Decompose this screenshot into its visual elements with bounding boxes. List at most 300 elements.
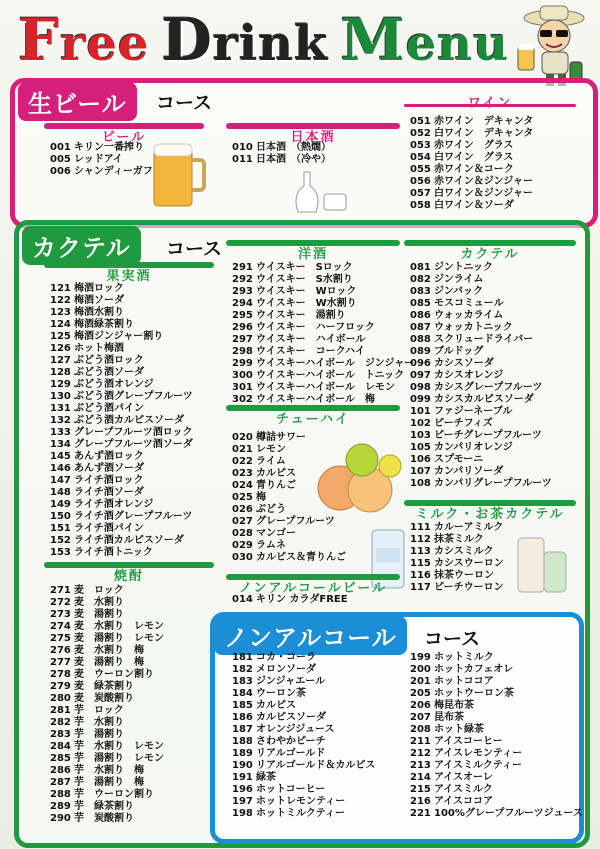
item-name: 梅酒ロック <box>74 283 124 294</box>
item-number: 215 <box>410 784 431 795</box>
item-name: 白ワイン グラス <box>434 152 514 163</box>
menu-item <box>50 729 164 741</box>
item-name: カルピス <box>256 468 296 479</box>
item-number: 280 <box>50 693 71 704</box>
item-name: ぶどう酒ソーダ <box>74 367 144 378</box>
item-name: カシスオレンジ <box>434 370 504 381</box>
item-number: 213 <box>410 760 431 771</box>
item-name: キリン一番搾り <box>74 142 144 153</box>
item-name: 梅 <box>256 492 266 503</box>
item-number: 081 <box>410 262 431 273</box>
item-name: ホットミルクティー <box>256 808 345 819</box>
item-name: ファジーネーブル <box>434 406 513 417</box>
menu-item <box>410 676 583 688</box>
item-number: 027 <box>232 516 253 527</box>
item-number: 207 <box>410 712 431 723</box>
menu-item <box>50 154 153 166</box>
item-name: ぶどう酒グレープフルーツ <box>74 391 193 402</box>
item-number: 053 <box>410 140 431 151</box>
menu-item <box>410 796 583 808</box>
item-name: リアルゴールド＆カルピス <box>256 760 376 771</box>
item-number: 105 <box>410 442 431 453</box>
item-name: 麦 ロック <box>74 585 124 596</box>
item-number: 051 <box>410 116 431 127</box>
item-name: 麦 湯割り <box>74 609 124 620</box>
fruit-liquor-list <box>50 283 193 559</box>
item-number: 200 <box>410 664 431 675</box>
item-number: 274 <box>50 621 71 632</box>
menu-item <box>50 475 193 487</box>
item-name: あんず酒ソーダ <box>74 463 144 474</box>
item-number: 214 <box>410 772 431 783</box>
category-whisky: 洋酒 <box>226 240 400 260</box>
item-number: 188 <box>232 736 253 747</box>
menu-item <box>50 813 164 825</box>
item-number: 103 <box>410 430 431 441</box>
category-chuhai: チューハイ <box>226 405 400 425</box>
menu-item <box>232 322 414 334</box>
menu-item <box>410 664 583 676</box>
item-number: 086 <box>410 310 431 321</box>
menu-item <box>50 403 193 415</box>
item-number: 148 <box>50 487 71 498</box>
item-number: 273 <box>50 609 71 620</box>
item-name: ホット梅酒 <box>74 343 124 354</box>
item-number: 117 <box>410 582 431 593</box>
menu-item <box>50 585 164 597</box>
menu-item <box>50 523 193 535</box>
item-name: 白ワイン デキャンタ <box>434 128 534 139</box>
menu-item <box>410 784 583 796</box>
fruit-icon <box>310 440 402 518</box>
item-name: 白ワイン＆ジンジャー <box>434 188 533 199</box>
item-name: 麦 緑茶割り <box>74 681 134 692</box>
menu-item <box>232 382 414 394</box>
item-name: メロンソーダ <box>256 664 316 675</box>
menu-item <box>50 142 153 154</box>
item-name: ライチ酒グレープフルーツ <box>74 511 193 522</box>
category-nonalcohol-beer: ノンアルコールビール <box>226 574 400 594</box>
item-number: 024 <box>232 480 253 491</box>
item-number: 083 <box>410 286 431 297</box>
item-number: 020 <box>232 432 253 443</box>
menu-item <box>50 283 193 295</box>
category-wine: ワイン <box>404 94 576 114</box>
item-name: ホットウーロン茶 <box>434 688 514 699</box>
item-name: ライム <box>256 456 286 467</box>
item-name: 芋 炭酸割り <box>74 813 134 824</box>
menu-item <box>232 796 375 808</box>
item-number: 127 <box>50 355 71 366</box>
menu-item <box>50 597 164 609</box>
item-name: 白ワイン＆ソーダ <box>434 200 514 211</box>
menu-item <box>232 808 375 820</box>
item-number: 279 <box>50 681 71 692</box>
item-name: シャンディーガフ <box>74 166 153 177</box>
item-number: 052 <box>410 128 431 139</box>
menu-item <box>410 286 552 298</box>
item-number: 126 <box>50 343 71 354</box>
menu-item <box>232 724 375 736</box>
menu-item <box>410 262 552 274</box>
item-number: 288 <box>50 789 71 800</box>
menu-item <box>410 688 583 700</box>
menu-item <box>410 382 552 394</box>
menu-item <box>232 772 375 784</box>
item-name: ウイスキーハイボール トニック <box>256 370 405 381</box>
item-number: 116 <box>410 570 431 581</box>
item-name: 梅酒ソーダ <box>74 295 124 306</box>
item-number: 026 <box>232 504 253 515</box>
menu-item <box>410 724 583 736</box>
menu-item <box>50 801 164 813</box>
menu-item <box>50 463 193 475</box>
menu-item <box>410 334 552 346</box>
item-number: 147 <box>50 475 71 486</box>
item-number: 185 <box>232 700 253 711</box>
menu-item <box>410 652 583 664</box>
item-number: 011 <box>232 154 253 165</box>
item-name: ウイスキーハイボール 梅 <box>256 394 375 405</box>
menu-item <box>50 487 193 499</box>
menu-item <box>232 142 331 154</box>
menu-item <box>410 128 533 140</box>
item-name: ジンジャエール <box>256 676 326 687</box>
item-number: 182 <box>232 664 253 675</box>
menu-item <box>410 700 583 712</box>
item-number: 275 <box>50 633 71 644</box>
item-number: 276 <box>50 645 71 656</box>
menu-item <box>232 154 331 166</box>
item-name: 芋 湯割り <box>74 729 124 740</box>
menu-item <box>50 645 164 657</box>
item-name: 樽詰サワー <box>256 432 306 443</box>
category-sake: 日本酒 <box>226 123 400 143</box>
item-number: 128 <box>50 367 71 378</box>
menu-item <box>232 286 414 298</box>
item-number: 196 <box>232 784 253 795</box>
item-number: 006 <box>50 166 71 177</box>
item-name: 赤ワイン グラス <box>434 140 514 151</box>
milk-tea-cocktail-list <box>410 522 504 594</box>
item-name: マンゴー <box>256 528 296 539</box>
item-number: 058 <box>410 200 431 211</box>
item-number: 151 <box>50 523 71 534</box>
item-number: 111 <box>410 522 431 533</box>
menu-item <box>50 295 193 307</box>
item-name: 日本酒 （熱燗） <box>256 142 331 153</box>
beer-mug-icon <box>150 138 206 210</box>
menu-item <box>50 499 193 511</box>
menu-item <box>50 609 164 621</box>
item-number: 029 <box>232 540 253 551</box>
beer-course-label: コース <box>156 92 213 114</box>
item-name: ホットレモンティー <box>256 796 346 807</box>
item-number: 021 <box>232 444 253 455</box>
menu-item <box>410 346 552 358</box>
item-number: 001 <box>50 142 71 153</box>
menu-item <box>50 451 193 463</box>
item-name: ぶどう酒オレンジ <box>74 379 154 390</box>
item-name: ブルドッグ <box>434 346 484 357</box>
item-number: 131 <box>50 403 71 414</box>
item-name: 麦 水割り レモン <box>74 621 164 632</box>
item-number: 153 <box>50 547 71 558</box>
menu-item <box>232 652 375 664</box>
menu-item <box>50 717 164 729</box>
menu-item <box>50 331 193 343</box>
item-number: 082 <box>410 274 431 285</box>
menu-item <box>50 355 193 367</box>
item-number: 282 <box>50 717 71 728</box>
item-name: グレープフルーツ酒ロック <box>74 427 193 438</box>
item-name: 麦 炭酸割り <box>74 693 134 704</box>
menu-item <box>50 693 164 705</box>
title-word-drink: Drink <box>161 6 329 74</box>
menu-item <box>50 705 164 717</box>
menu-item <box>232 664 375 676</box>
item-number: 277 <box>50 657 71 668</box>
item-name: ライチ酒ソーダ <box>74 487 144 498</box>
item-name: 緑茶 <box>256 772 276 783</box>
item-name: カンパリグレープフルーツ <box>434 478 552 489</box>
item-number: 150 <box>50 511 71 522</box>
title-word-free: Free <box>18 6 150 74</box>
item-number: 088 <box>410 334 431 345</box>
item-number: 301 <box>232 382 253 393</box>
item-name: ウイスキー Sロック <box>256 262 353 273</box>
item-number: 106 <box>410 454 431 465</box>
menu-item <box>50 535 193 547</box>
item-number: 197 <box>232 796 253 807</box>
menu-item <box>232 274 414 286</box>
item-name: 芋 水割り 梅 <box>74 765 144 776</box>
menu-item <box>50 307 193 319</box>
menu-item <box>410 546 504 558</box>
item-number: 212 <box>410 748 431 759</box>
item-name: カシスグレープフルーツ <box>434 382 543 393</box>
item-number: 025 <box>232 492 253 503</box>
item-number: 291 <box>232 262 253 273</box>
item-name: ウォッカトニック <box>434 322 513 333</box>
item-name: ジンライム <box>434 274 484 285</box>
menu-item <box>410 200 533 212</box>
item-number: 198 <box>232 808 253 819</box>
item-name: ウーロン茶 <box>256 688 306 699</box>
item-name: ウイスキーハイボール レモン <box>256 382 395 393</box>
item-name: レッドアイ <box>74 154 123 165</box>
item-number: 108 <box>410 478 431 489</box>
menu-item <box>50 391 193 403</box>
page-title <box>18 4 521 74</box>
item-name: カシスミルク <box>434 546 494 557</box>
menu-item <box>410 582 504 594</box>
item-number: 056 <box>410 176 431 187</box>
category-beer: ビール <box>44 123 204 143</box>
item-name: 日本酒 （冷や） <box>256 154 331 165</box>
menu-item <box>50 621 164 633</box>
item-number: 278 <box>50 669 71 680</box>
menu-item <box>410 370 552 382</box>
item-name: ウイスキーハイボール ジンジャー <box>256 358 415 369</box>
item-name: カシスウーロン <box>434 558 504 569</box>
item-number: 292 <box>232 274 253 285</box>
menu-item <box>232 760 375 772</box>
menu-item <box>50 777 164 789</box>
item-name: 赤ワイン デキャンタ <box>434 116 534 127</box>
menu-item <box>50 741 164 753</box>
item-name: キリン カラダFREE <box>256 594 348 605</box>
item-name: ホットコーヒー <box>256 784 326 795</box>
soft-drinks-list-right <box>410 652 583 820</box>
item-name: ライチ酒パイン <box>74 523 144 534</box>
category-shochu: 焼酎 <box>44 562 214 582</box>
menu-item <box>50 343 193 355</box>
item-number: 189 <box>232 748 253 759</box>
menu-item <box>410 748 583 760</box>
item-name: 抹茶ウーロン <box>434 570 494 581</box>
item-name: ウォッカライム <box>434 310 504 321</box>
item-number: 186 <box>232 712 253 723</box>
menu-item <box>410 322 552 334</box>
item-name: オレンジジュース <box>256 724 335 735</box>
item-number: 121 <box>50 283 71 294</box>
item-name: ライチ酒ロック <box>74 475 144 486</box>
item-name: モスコミュール <box>434 298 504 309</box>
shochu-list <box>50 585 164 825</box>
item-number: 208 <box>410 724 431 735</box>
beer-course-badge: 生ビール <box>18 82 137 121</box>
item-name: ラムネ <box>256 540 286 551</box>
item-number: 133 <box>50 427 71 438</box>
menu-item <box>232 298 414 310</box>
menu-item <box>50 511 193 523</box>
menu-item <box>232 370 414 382</box>
menu-item <box>410 570 504 582</box>
menu-item <box>410 772 583 784</box>
item-number: 287 <box>50 777 71 788</box>
item-number: 206 <box>410 700 431 711</box>
item-number: 023 <box>232 468 253 479</box>
item-name: カシスソーダ <box>434 358 494 369</box>
item-name: ぶどう酒パイン <box>74 403 144 414</box>
item-name: グレープフルーツ酒ソーダ <box>74 439 193 450</box>
item-number: 216 <box>410 796 431 807</box>
item-number: 146 <box>50 463 71 474</box>
item-number: 199 <box>410 652 431 663</box>
menu-item <box>410 298 552 310</box>
wine-list <box>410 116 533 212</box>
item-name: 赤ワイン＆ジンジャー <box>434 176 533 187</box>
menu-item <box>50 753 164 765</box>
menu-item <box>50 439 193 451</box>
menu-item <box>232 346 414 358</box>
item-name: ライチ酒オレンジ <box>74 499 154 510</box>
category-fruit-liquor: 果実酒 <box>44 262 214 282</box>
item-name: カシスカルピスソーダ <box>434 394 534 405</box>
item-name: カルピスソーダ <box>256 712 326 723</box>
item-number: 286 <box>50 765 71 776</box>
item-number: 112 <box>410 534 431 545</box>
item-name: 梅酒水割り <box>74 307 124 318</box>
item-name: 芋 ウーロン割り <box>74 789 154 800</box>
menu-item <box>410 418 552 430</box>
item-name: レモン <box>256 444 286 455</box>
item-number: 010 <box>232 142 253 153</box>
item-number: 281 <box>50 705 71 716</box>
menu-item <box>410 760 583 772</box>
item-number: 132 <box>50 415 71 426</box>
item-name: 麦 ウーロン割り <box>74 669 154 680</box>
item-name: あんず酒ロック <box>74 451 144 462</box>
drink-glass-icon <box>510 528 570 598</box>
menu-item <box>50 427 193 439</box>
item-number: 201 <box>410 676 431 687</box>
item-name: 麦 水割り 梅 <box>74 645 144 656</box>
item-number: 149 <box>50 499 71 510</box>
item-name: 芋 湯割り 梅 <box>74 777 144 788</box>
menu-item <box>232 784 375 796</box>
item-number: 302 <box>232 394 253 405</box>
item-number: 054 <box>410 152 431 163</box>
item-number: 030 <box>232 552 253 563</box>
item-name: ホットココア <box>434 676 494 687</box>
menu-item <box>410 274 552 286</box>
item-name: カンパリソーダ <box>434 466 504 477</box>
menu-item <box>410 164 533 176</box>
menu-item <box>50 319 193 331</box>
menu-item <box>50 633 164 645</box>
sake-bottle-icon <box>290 168 352 214</box>
item-number: 102 <box>410 418 431 429</box>
menu-item <box>50 367 193 379</box>
menu-item <box>410 406 552 418</box>
item-number: 096 <box>410 358 431 369</box>
item-name: アイスミルクティー <box>434 760 522 771</box>
item-name: アイスオーレ <box>434 772 493 783</box>
item-name: アイスミルク <box>434 784 493 795</box>
item-name: スクリュードライバー <box>434 334 534 345</box>
item-number: 191 <box>232 772 253 783</box>
menu-item <box>232 736 375 748</box>
item-number: 285 <box>50 753 71 764</box>
menu-item <box>232 358 414 370</box>
item-number: 205 <box>410 688 431 699</box>
menu-item <box>50 415 193 427</box>
whisky-list <box>232 262 414 406</box>
item-number: 187 <box>232 724 253 735</box>
item-number: 290 <box>50 813 71 824</box>
item-name: カルピス＆青りんご <box>256 552 346 563</box>
item-name: ジンバック <box>434 286 484 297</box>
menu-item <box>232 334 414 346</box>
item-number: 299 <box>232 358 253 369</box>
item-number: 113 <box>410 546 431 557</box>
item-name: ウイスキー 湯割り <box>256 310 346 321</box>
menu-item <box>232 594 348 606</box>
item-name: 芋 緑茶割り <box>74 801 134 812</box>
item-name: ぶどう酒ロック <box>74 355 144 366</box>
item-name: 梅酒ジンジャー割り <box>74 331 164 342</box>
item-number: 055 <box>410 164 431 175</box>
menu-item <box>50 789 164 801</box>
category-cocktails: カクテル <box>404 240 576 260</box>
item-name: ウイスキー W水割り <box>256 298 357 309</box>
item-number: 184 <box>232 688 253 699</box>
menu-item <box>410 152 533 164</box>
item-number: 145 <box>50 451 71 462</box>
item-number: 221 <box>410 808 431 819</box>
